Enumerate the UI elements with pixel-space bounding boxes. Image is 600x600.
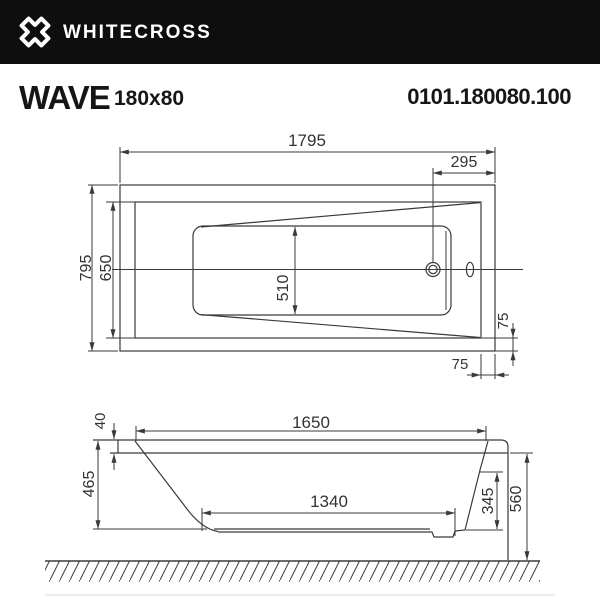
dim-floor-width: 510 xyxy=(275,274,292,302)
dim-total-height: 560 xyxy=(508,485,525,513)
dim-rim-end: 75 xyxy=(451,356,469,373)
left-slope xyxy=(135,441,218,532)
product-code: 0101.180080.100 xyxy=(407,84,571,109)
taper-line-bottom xyxy=(201,315,480,338)
dim-wall-height: 345 xyxy=(480,487,497,515)
model-label: WAVE xyxy=(19,79,110,116)
dim-inner-width: 650 xyxy=(98,254,115,282)
tub-profile-outline xyxy=(93,440,508,560)
right-wall xyxy=(455,441,488,531)
dim-floor-length: 1340 xyxy=(310,492,348,511)
taper-line-top xyxy=(201,203,480,227)
side-view-drawing xyxy=(45,440,555,595)
side-view-labels xyxy=(81,413,525,515)
brand-label: WHITECROSS xyxy=(63,21,212,43)
tub-outer-outline xyxy=(120,185,495,351)
dim-overall-width: 795 xyxy=(78,254,95,282)
whitecross-x-icon xyxy=(16,13,54,51)
bottom-shell xyxy=(218,531,455,537)
dim-overall-length: 1795 xyxy=(288,131,326,150)
dim-rim-side: 75 xyxy=(495,312,512,330)
tub-basin-outline xyxy=(193,226,451,315)
title-row xyxy=(0,64,600,116)
size-label: 180x80 xyxy=(114,87,185,110)
dim-depth: 465 xyxy=(81,470,98,498)
ground-hatch xyxy=(45,562,540,582)
dim-rim-height: 40 xyxy=(92,412,109,430)
dim-drain-offset: 295 xyxy=(450,154,478,171)
dim-inner-length: 1650 xyxy=(292,413,330,432)
top-view-drawing xyxy=(112,185,523,351)
top-view-dimensions xyxy=(88,147,518,379)
header-bar xyxy=(0,0,600,64)
